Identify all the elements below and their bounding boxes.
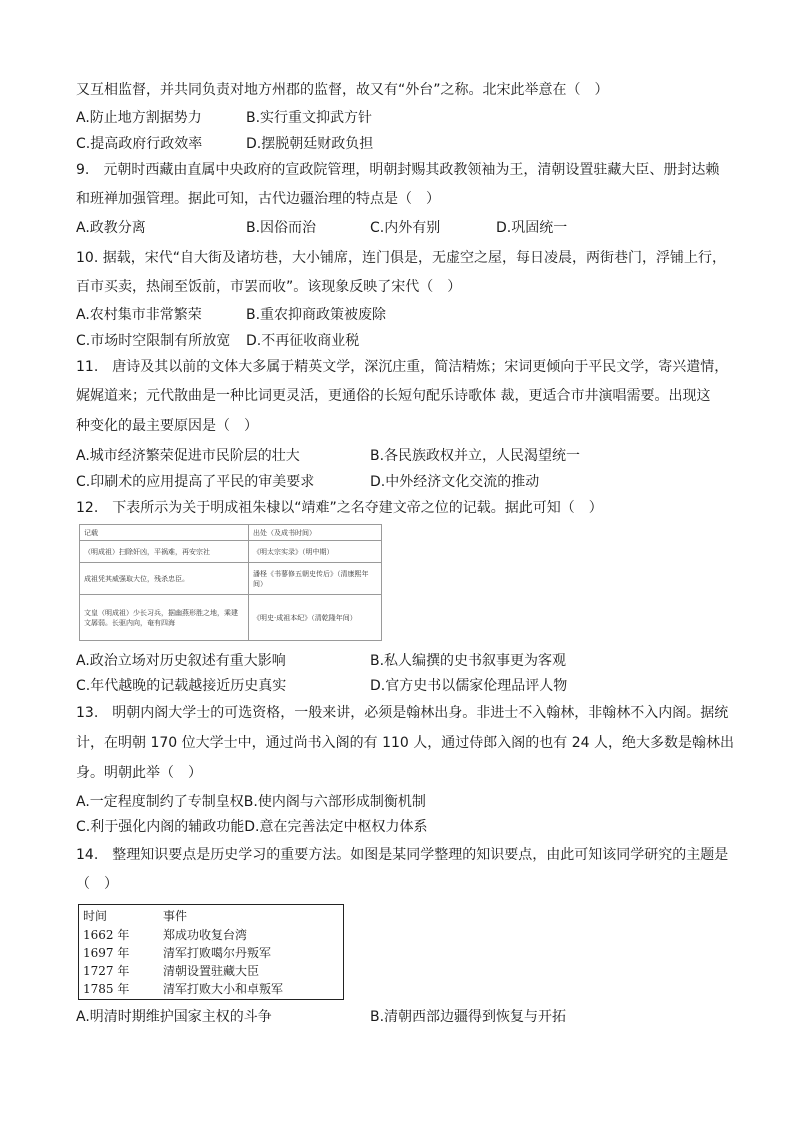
q13-options-cd[interactable]: C.利于强化内阁的辅政功能D.意在完善法定中枢权力体系: [76, 819, 428, 835]
table-header-cell: 时间: [83, 909, 108, 923]
q9-option-d[interactable]: D.巩固统一: [496, 220, 568, 236]
q10-option-c[interactable]: C.市场时空限制有所放宽: [76, 333, 231, 349]
q9-stem-line1: 9. 元朝时西藏由直属中央政府的宣政院管理，明朝封赐其政教领袖为王，清朝设置驻藏大臣、册封达赖: [76, 162, 720, 178]
q12-option-d[interactable]: D.官方史书以儒家伦理品评人物: [370, 678, 568, 694]
q8-option-a[interactable]: A.防止地方割据势力: [76, 110, 202, 126]
table-header-cell: 事件: [163, 909, 188, 923]
table-row: [80, 563, 382, 595]
table-row: [83, 980, 284, 998]
table-cell: 郑成功收复台湾: [163, 928, 248, 942]
table-header-cell: 出处（及成书时间）: [249, 525, 382, 541]
q12-option-c[interactable]: C.年代越晚的记载越接近历史真实: [76, 678, 287, 694]
q9-stem-line2: 和班禅加强管理。据此可知，古代边疆治理的特点是（ ）: [76, 191, 440, 207]
q10-stem-line2: 百市买卖，热闹至饭前，市罢而收”。该现象反映了宋代（ ）: [76, 279, 462, 295]
table-cell: 清朝设置驻藏大臣: [163, 964, 260, 978]
table-row: [83, 926, 248, 944]
q11-option-b[interactable]: B.各民族政权并立，人民渴望统一: [370, 448, 581, 464]
q14-stem-line1: 14. 整理知识要点是历史学习的重要方法。如图是某同学整理的知识要点，由此可知该同学研究的主题是: [76, 847, 729, 863]
q10-option-b[interactable]: B.重农抑商政策被废除: [246, 307, 387, 323]
q11-option-d[interactable]: D.中外经济文化交流的推动: [370, 474, 540, 490]
q8-stem-cont: 又互相监督，并共同负责对地方州郡的监督，故又有“外台”之称。北宋此举意在（ ）: [76, 82, 609, 98]
table-cell: 《明太宗实录》（明中期）: [249, 541, 382, 563]
q10-option-a[interactable]: A.农村集市非常繁荣: [76, 307, 202, 323]
q14-stem-line2: （ ）: [76, 876, 118, 892]
table-cell: 成祖凭其威强取大位，残杀忠臣。: [80, 563, 249, 595]
table-cell: 1697 年: [83, 946, 130, 960]
table-cell: 《明史·成祖本纪》（清乾隆年间）: [249, 595, 382, 641]
q11-stem-line2: 娓娓道来；元代散曲是一种比词更灵活，更通俗的长短句配乐诗歌体 裁，更适合市井演唱需要。出现这: [76, 388, 711, 404]
q11-option-c[interactable]: C.印刷术的应用提高了平民的审美要求: [76, 474, 315, 490]
q12-option-a[interactable]: A.政治立场对历史叙述有重大影响: [76, 653, 286, 669]
q9-option-a[interactable]: A.政教分离: [76, 220, 146, 236]
table-row: [83, 944, 272, 962]
table-row: [83, 962, 260, 980]
q13-stem-line1: 13. 明朝内阁大学士的可选资格，一般来讲，必须是翰林出身。非进士不入翰林，非翰林不入内阁。据统: [76, 705, 729, 721]
q14-option-a[interactable]: A.明清时期维护国家主权的斗争: [76, 1009, 272, 1025]
q13-stem-line3: 身。明朝此举（ ）: [76, 765, 202, 781]
table-row: [80, 541, 382, 563]
q12-option-b[interactable]: B.私人编撰的史书叙事更为客观: [370, 653, 567, 669]
table-cell: 清军打败噶尔丹叛军: [163, 946, 272, 960]
table-header-row: [83, 907, 188, 925]
q14-option-b[interactable]: B.清朝西部边疆得到恢复与开拓: [370, 1009, 567, 1025]
q11-stem-line1: 11. 唐诗及其以前的文体大多属于精英文学，深沉庄重，简洁精炼；宋词更倾向于平民文学，寄兴遣情，: [76, 359, 729, 375]
q12-records-table: [79, 524, 382, 641]
q11-stem-line3: 种变化的最主要原因是（ ）: [76, 418, 258, 434]
table-cell: 1785 年: [83, 982, 130, 996]
q8-option-b[interactable]: B.实行重文抑武方针: [246, 110, 373, 126]
table-cell: （明成祖）扫除奸凶，平祸难，再安宗社: [80, 541, 249, 563]
q13-options-ab[interactable]: A.一定程度制约了专制皇权B.使内阁与六部形成制衡机制: [76, 794, 426, 810]
q8-option-d[interactable]: D.摆脱朝廷财政负担: [246, 136, 374, 152]
table-header-cell: 记载: [80, 525, 249, 541]
q12-stem: 12. 下表所示为关于明成祖朱棣以“靖难”之名夺建文帝之位的记载。据此可知（ ）: [76, 500, 603, 516]
q11-option-a[interactable]: A.城市经济繁荣促进市民阶层的壮大: [76, 448, 300, 464]
table-cell: 1727 年: [83, 964, 130, 978]
q13-stem-line2: 计，在明朝 170 位大学士中，通过尚书入阁的有 110 人，通过侍郎入阁的也有 24 人，绝大多数是翰林出: [76, 735, 734, 751]
q9-option-b[interactable]: B.因俗而治: [246, 220, 317, 236]
table-row: [80, 595, 382, 641]
q10-stem-line1: 10. 据载，宋代“自大街及诸坊巷，大小铺席，连门俱是，无虚空之屋，每日凌晨，两街巷门，浮铺上行，: [76, 250, 726, 266]
table-cell: 清军打败大小和卓叛军: [163, 982, 284, 996]
table-header-row: [80, 525, 382, 541]
q14-timeline-table: [78, 904, 344, 1000]
q10-option-d[interactable]: D.不再征收商业税: [246, 333, 360, 349]
q8-option-c[interactable]: C.提高政府行政效率: [76, 136, 203, 152]
table-cell: 1662 年: [83, 928, 130, 942]
table-cell: 文皇（明成祖）少长习兵，据幽燕形胜之地，乘建文孱弱。长驱内向，奄有四海: [80, 595, 249, 641]
table-cell: 潘柽《书蓼修五朝史传后》（清康熙年间）: [249, 563, 382, 595]
q9-option-c[interactable]: C.内外有别: [370, 220, 441, 236]
